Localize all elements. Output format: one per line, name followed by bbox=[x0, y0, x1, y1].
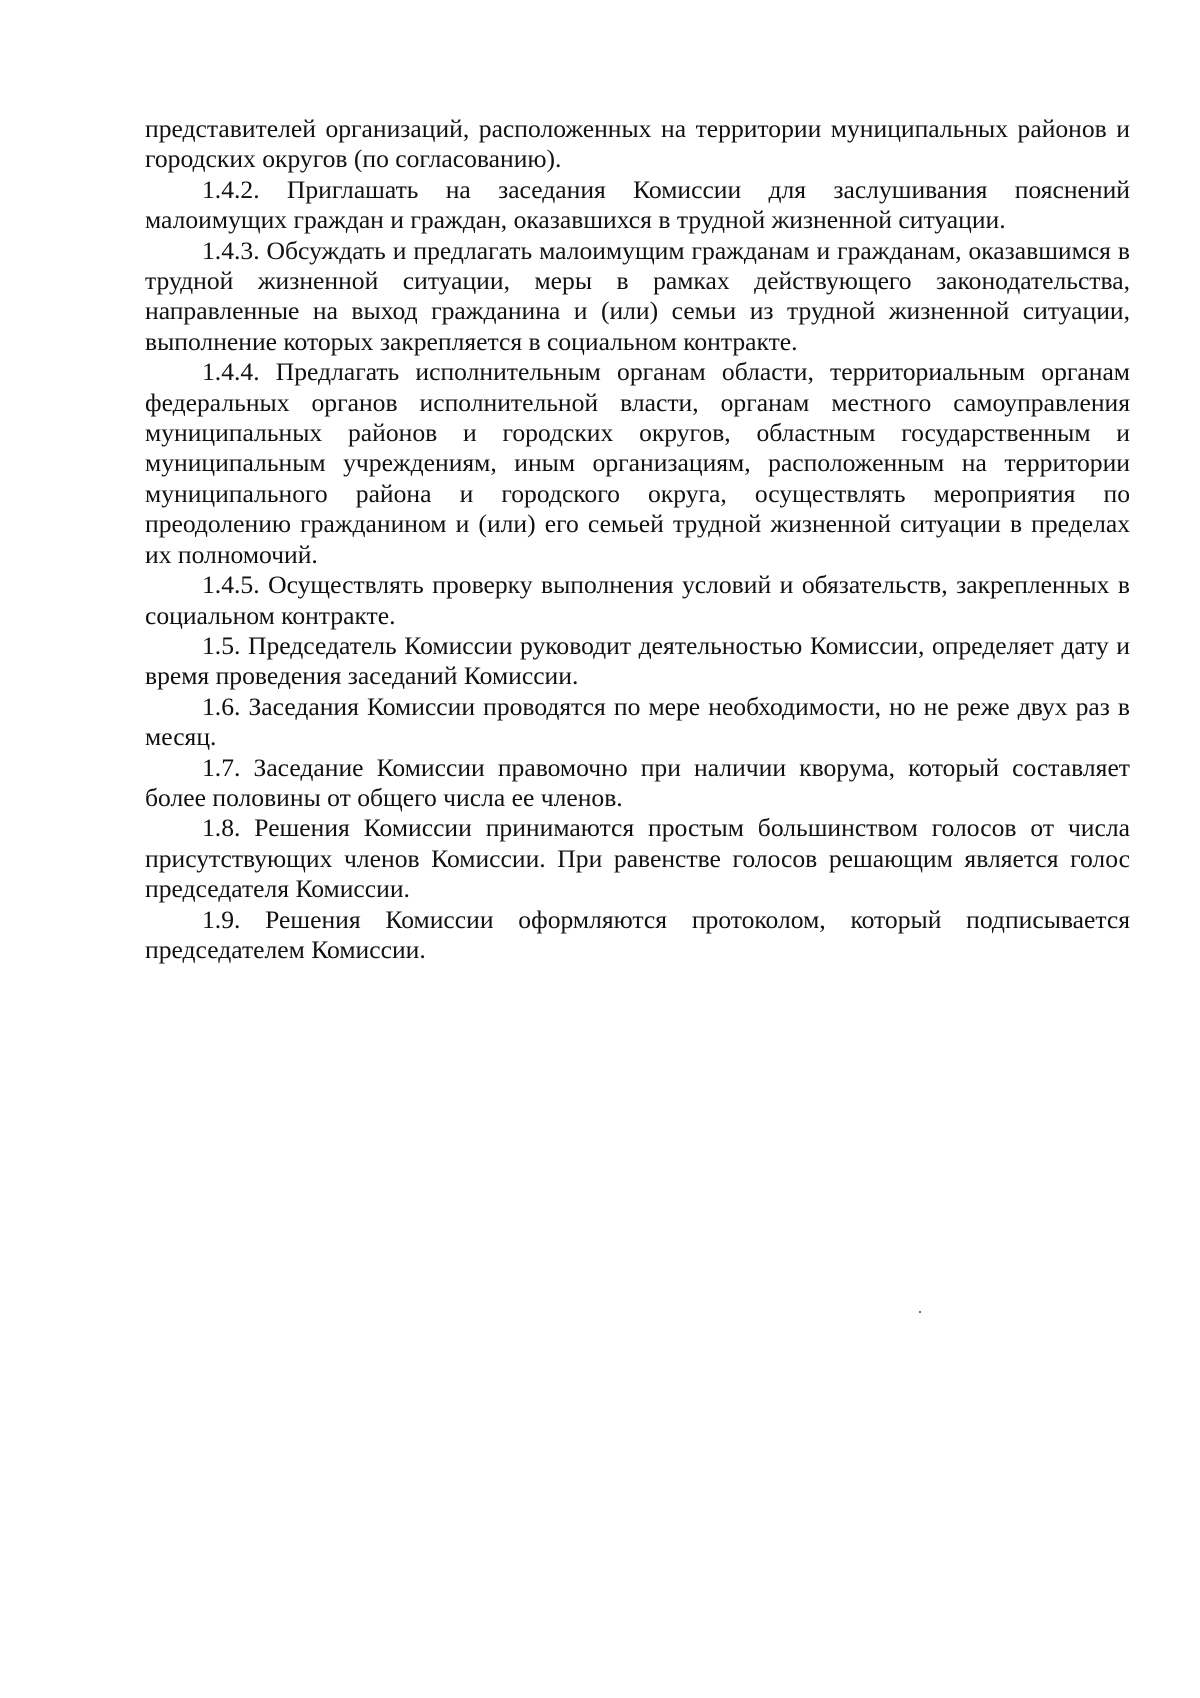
document-body bbox=[145, 114, 1130, 965]
paragraph-1-7: 1.7. Заседание Комиссии правомочно при наличии кворума, который составляет более половины от общего числа ее членов. bbox=[145, 752, 1130, 812]
paragraph-1-4-3: 1.4.3. Обсуждать и предлагать малоимущим гражданам и гражданам, оказавшимся в трудной жизненной ситуации, меры в рамках действующего законодательства, направленные на выход гражданина и (или) семьи из трудной жизненной ситуации, выполнение которых закрепляется в социальном контракте. bbox=[145, 235, 1130, 356]
paragraph-1-9: 1.9. Решения Комиссии оформляются протоколом, который подписывается председателем Комиссии. bbox=[145, 904, 1130, 964]
paragraph-continuation: представителей организаций, расположенных на территории муниципальных районов и городских округов (по согласованию). bbox=[145, 114, 1130, 174]
scan-speck bbox=[919, 1311, 921, 1313]
paragraph-1-4-4: 1.4.4. Предлагать исполнительным органам области, территориальным органам федеральных органов исполнительной власти, органам местного самоуправления муниципальных районов и городских округов, областным государственным и муниципальным учреждениям, иным организациям, расположенным на территории муниципального района и городского округа, осуществлять мероприятия по преодолению гражданином и (или) его семьей трудной жизненной ситуации в пределах их полномочий. bbox=[145, 357, 1130, 569]
paragraph-1-4-5: 1.4.5. Осуществлять проверку выполнения условий и обязательств, закрепленных в социальном контракте. bbox=[145, 570, 1130, 630]
paragraph-1-4-2: 1.4.2. Приглашать на заседания Комиссии для заслушивания пояснений малоимущих граждан и граждан, оказавшихся в трудной жизненной ситуации. bbox=[145, 174, 1130, 235]
paragraph-1-5: 1.5. Председатель Комиссии руководит деятельностью Комиссии, определяет дату и время проведения заседаний Комиссии. bbox=[145, 630, 1130, 691]
paragraph-1-6: 1.6. Заседания Комиссии проводятся по мере необходимости, но не реже двух раз в месяц. bbox=[145, 691, 1130, 752]
paragraph-1-8: 1.8. Решения Комиссии принимаются простым большинством голосов от числа присутствующих членов Комиссии. При равенстве голосов решающим является голос председателя Комиссии. bbox=[145, 813, 1130, 904]
